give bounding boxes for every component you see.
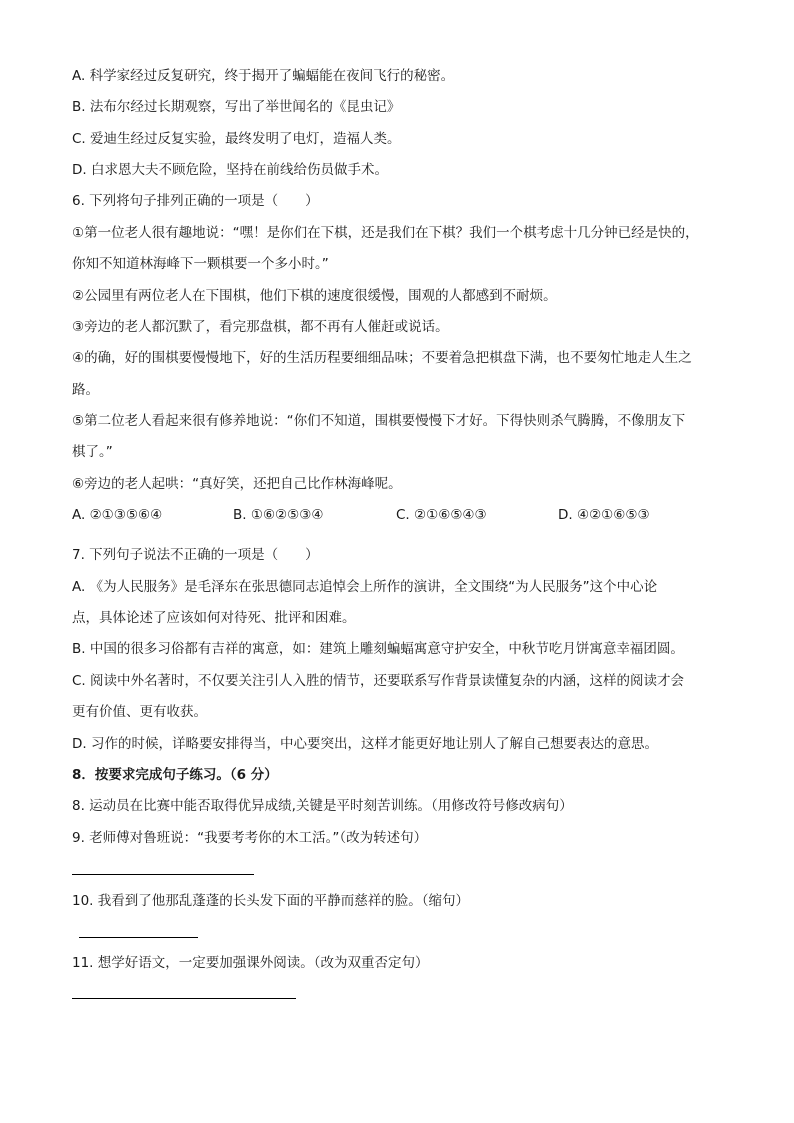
q6-sentence-1-line-1: ①第一位老人很有趣地说：“嘿！是你们在下棋，还是我们在下棋？我们一个棋考虑十几分钟已经是快的，: [72, 225, 699, 241]
q5-option-b: B. 法布尔经过长期观察，写出了举世闻名的《昆虫记》: [72, 99, 401, 115]
q6-stem: 6. 下列将句子排列正确的一项是（ ）: [72, 193, 319, 209]
q8-text: 8. 运动员在比赛中能否取得优异成绩,关键是平时刻苦训练。（用修改符号修改病句）: [72, 798, 573, 814]
q5-option-a: A. 科学家经过反复研究，终于揭开了蝙蝠能在夜间飞行的秘密。: [72, 68, 455, 84]
q6-sentence-5-line-2: 棋了。”: [72, 444, 113, 460]
q10-text: 10. 我看到了他那乱蓬蓬的长头发下面的平静而慈祥的脸。（缩句）: [72, 893, 470, 909]
q9-text: 9. 老师傅对鲁班说：“我要考考你的木工活。”（改为转述句）: [72, 830, 428, 846]
q6-sentence-4-line-2: 路。: [72, 382, 99, 398]
q7-stem: 7. 下列句子说法不正确的一项是（ ）: [72, 547, 319, 563]
q7-option-a-line-1: A. 《为人民服务》是毛泽东在张思德同志追悼会上所作的演讲，全文围绕“为人民服务”这个中心论: [72, 579, 658, 595]
q6-option-c: C. ②①⑥⑤④③: [396, 507, 487, 523]
q9-answer-line[interactable]: [72, 874, 254, 875]
q6-sentence-3: ③旁边的老人都沉默了，看完那盘棋，都不再有人催赶或说话。: [72, 319, 449, 335]
q6-sentence-2: ②公园里有两位老人在下围棋，他们下棋的速度很缓慢，围观的人都感到不耐烦。: [72, 288, 557, 304]
q6-sentence-1-line-2: 你知不知道林海峰下一颗棋要一个多小时。”: [72, 256, 329, 272]
q5-option-d: D. 白求恩大夫不顾危险，坚持在前线给伤员做手术。: [72, 162, 388, 178]
q7-option-a-line-2: 点，具体论述了应该如何对待死、批评和困难。: [72, 610, 356, 626]
q7-option-b: B. 中国的很多习俗都有吉祥的寓意，如：建筑上雕刻蝙蝠寓意守护安全，中秋节吃月饼寓意幸福团圆。: [72, 641, 684, 657]
q6-option-b: B. ①⑥②⑤③④: [233, 507, 324, 523]
section-8-heading: 8．按要求完成句子练习。（6 分）: [72, 767, 278, 783]
q7-option-d: D. 习作的时候，详略要安排得当，中心要突出，这样才能更好地让别人了解自己想要表达的意思。: [72, 736, 658, 752]
q6-sentence-6: ⑥旁边的老人起哄：“真好笑，还把自己比作林海峰呢。: [72, 476, 402, 492]
q11-text: 11. 想学好语文，一定要加强课外阅读。（改为双重否定句）: [72, 955, 429, 971]
q6-option-a: A. ②①③⑤⑥④: [72, 507, 163, 523]
q6-sentence-4-line-1: ④的确，好的围棋要慢慢地下，好的生活历程要细细品味；不要着急把棋盘下满，也不要匆忙地走人生之: [72, 350, 692, 366]
q7-option-c-line-2: 更有价值、更有收获。: [72, 704, 207, 720]
q5-option-c: C. 爱迪生经过反复实验，最终发明了电灯，造福人类。: [72, 131, 401, 147]
q10-answer-line[interactable]: [79, 937, 198, 938]
q11-answer-line[interactable]: [72, 998, 296, 999]
q7-option-c-line-1: C. 阅读中外名著时，不仅要关注引人入胜的情节，还要联系写作背景读懂复杂的内涵，这样的阅读才会: [72, 673, 685, 689]
q6-option-d: D. ④②①⑥⑤③: [558, 507, 650, 523]
q6-sentence-5-line-1: ⑤第二位老人看起来很有修养地说：“你们不知道，围棋要慢慢下才好。下得快则杀气腾腾，不像朋友下: [72, 413, 686, 429]
